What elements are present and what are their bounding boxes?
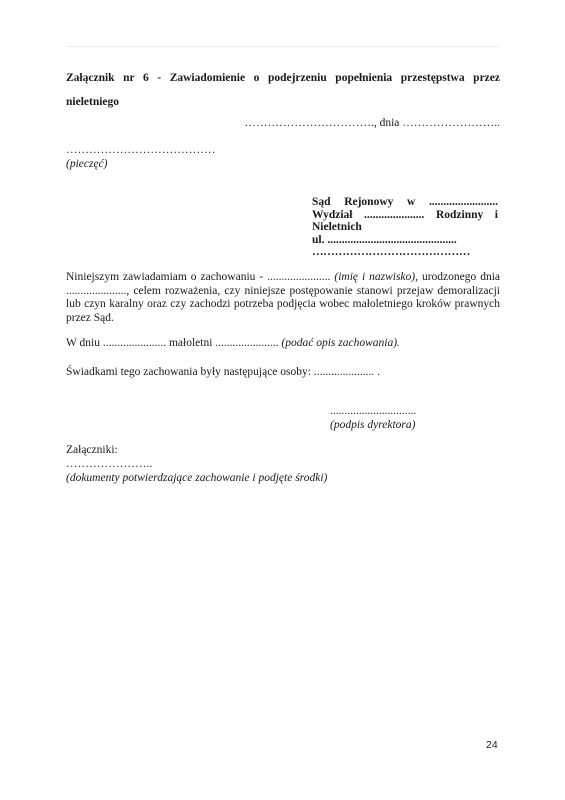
paragraph1-text-a: Niniejszym zawiadamiam o zachowaniu - ......................: [66, 271, 335, 283]
court-address: [312, 196, 498, 259]
court-word: Sąd: [312, 196, 331, 208]
court-line-2: [312, 209, 498, 222]
signature-dots: ..............................: [330, 405, 417, 417]
paragraph2-hint: (podać opis zachowania).: [281, 337, 400, 349]
witnesses-paragraph: Świadkami tego zachowania były następujące osoby: ..................... .: [66, 366, 380, 378]
date-line: ……………………………., dnia ……………………..: [244, 117, 500, 129]
department-family: Rodzinny: [435, 208, 484, 221]
department-dots: .....................: [364, 208, 425, 221]
court-city-dots: ........................: [428, 196, 498, 208]
page-number: 24: [486, 739, 498, 751]
paragraph2-text: W dniu ...................... małoletni ......................: [66, 337, 282, 349]
header-divider: [66, 46, 500, 47]
signature-block: [330, 404, 416, 432]
court-line-1: [312, 196, 498, 209]
attachments-dots: …………………..: [66, 458, 153, 470]
document-heading: Załącznik nr 6 - Zawiadomienie o podejrzeniu popełnienia przestępstwa przez nieletniego: [66, 72, 500, 108]
department-word: Wydział: [312, 208, 353, 221]
attachments-block: [66, 443, 327, 485]
court-extra-dots: ……………………………………: [312, 246, 471, 258]
court-street: ul. .............................................: [312, 233, 457, 246]
court-line-3: Nieletnich: [312, 221, 362, 233]
paragraph1-name-hint: (imię i nazwisko): [334, 271, 416, 283]
attachments-caption: (dokumenty potwierdzające zachowanie i podjęte środki): [66, 472, 328, 484]
department-and: i: [494, 208, 498, 221]
paragraph1-text-b: , urodzonego dnia ....................., celem rozważenia, czy niniejsze postępowanie stanowi przejaw demoralizacji lub czyn karalny oraz czy zachodzi potrzeba podjęcia wobec małoletniego kroków prawnych przez Sąd.: [66, 271, 501, 324]
notification-paragraph: [66, 271, 500, 325]
stamp-dots: …………………………………: [66, 144, 216, 156]
signature-caption: (podpis dyrektora): [330, 419, 416, 431]
stamp-caption: (pieczęć): [66, 158, 108, 170]
stamp-block: [66, 143, 216, 171]
behavior-paragraph: [66, 337, 500, 351]
attachments-label: Załączniki:: [66, 444, 118, 456]
court-type: Rejonowy: [344, 196, 394, 208]
court-in: w: [407, 196, 416, 208]
